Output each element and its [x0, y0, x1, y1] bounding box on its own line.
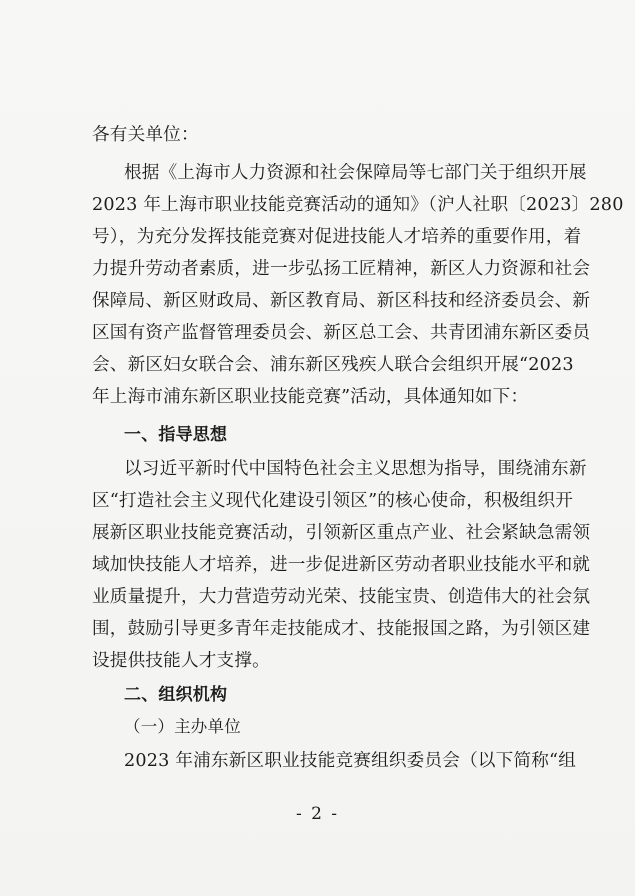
paragraph-2-line-3: 展新区职业技能竞赛活动，引领新区重点产业、社会紧缺急需领 — [92, 523, 591, 543]
paragraph-1-line-6: 区国有资产监督管理委员会、新区总工会、共青团浦东新区委员 — [92, 323, 591, 343]
paragraph-2-line-2: 区“打造社会主义现代化建设引领区”的核心使命，积极组织开 — [92, 491, 574, 511]
paragraph-1-line-8: 年上海市浦东新区职业技能竞赛”活动，具体通知如下： — [92, 387, 529, 407]
paragraph-1-line-7: 会、新区妇女联合会、浦东新区残疾人联合会组织开展“2023 — [92, 355, 574, 375]
section-heading-organization: 二、组织机构 — [124, 685, 228, 705]
paragraph-1-line-3: 号），为充分发挥技能竞赛对促进技能人才培养的重要作用，着 — [92, 227, 582, 247]
paragraph-1-line-5: 保障局、新区财政局、新区教育局、新区科技和经济委员会、新 — [92, 291, 591, 311]
paragraph-1-line-2: 2023 年上海市职业技能竞赛活动的通知》（沪人社职〔2023〕280 — [92, 195, 624, 215]
paragraph-2-line-7: 设提供技能人才支撑。 — [92, 651, 270, 671]
salutation: 各有关单位： — [92, 125, 199, 145]
paragraph-1-line-4: 力提升劳动者素质，进一步弘扬工匠精神，新区人力资源和社会 — [92, 259, 591, 279]
subsection-heading-host-unit: （一）主办单位 — [124, 717, 241, 736]
paragraph-2-line-5: 业质量提升，大力营造劳动光荣、技能宝贵、创造伟大的社会氛 — [92, 587, 591, 607]
paragraph-2-line-6: 围，鼓励引导更多青年走技能成才、技能报国之路，为引领区建 — [92, 619, 591, 639]
paragraph-1-line-1: 根据《上海市人力资源和社会保障局等七部门关于组织开展 — [124, 163, 587, 183]
paragraph-3-line-1: 2023 年浦东新区职业技能竞赛组织委员会（以下简称“组 — [124, 751, 577, 771]
section-heading-guiding-ideology: 一、指导思想 — [124, 425, 228, 445]
page-number: - 2 - — [295, 804, 340, 824]
paragraph-2-line-1: 以习近平新时代中国特色社会主义思想为指导，围绕浦东新 — [124, 459, 587, 479]
paragraph-2-line-4: 域加快技能人才培养，进一步促进新区劳动者职业技能水平和就 — [92, 555, 591, 575]
